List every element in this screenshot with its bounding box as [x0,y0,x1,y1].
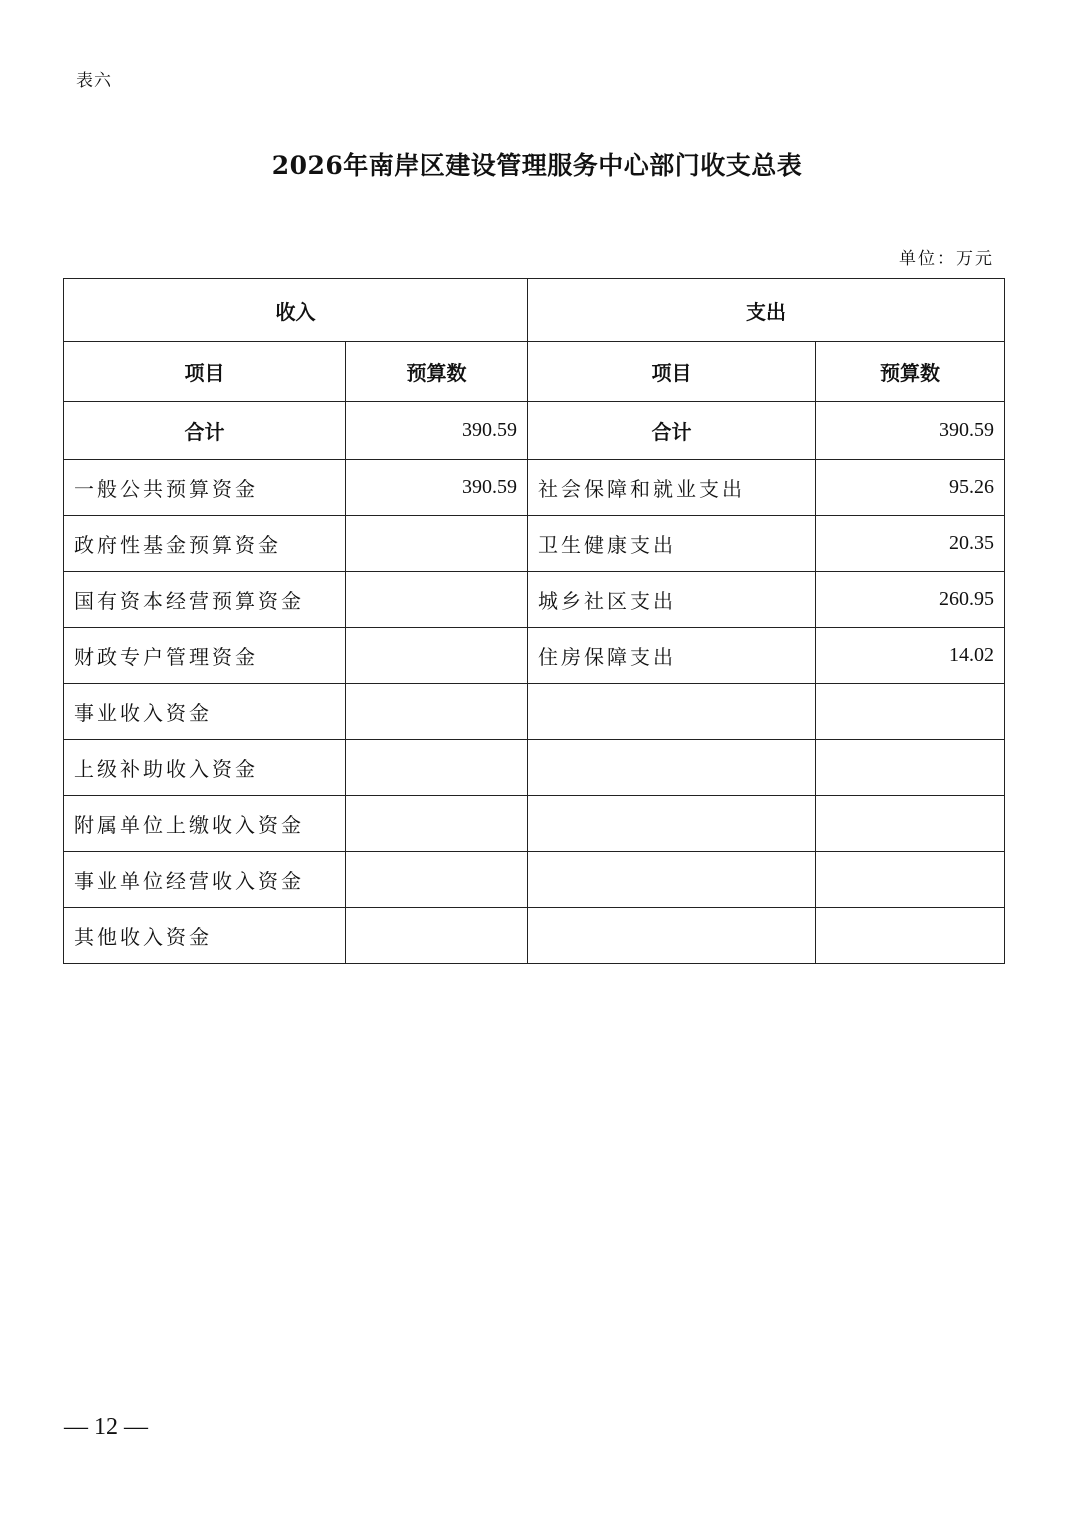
income-item-cell: 一般公共预算资金 [64,460,346,516]
expense-item-cell [528,796,816,852]
table-row [64,684,1005,740]
column-header-row [64,342,1005,402]
table-number-label: 表六 [76,71,112,91]
expense-item-cell: 住房保障支出 [528,628,816,684]
income-value-cell [346,908,528,964]
income-item-cell: 其他收入资金 [64,908,346,964]
expense-item-cell [528,684,816,740]
expense-total-value: 390.59 [816,402,1005,460]
income-item-cell: 事业收入资金 [64,684,346,740]
expense-value-cell: 14.02 [816,628,1005,684]
page-number: — 12 — [64,1414,148,1440]
expense-item-cell: 卫生健康支出 [528,516,816,572]
income-total-label: 合计 [64,402,346,460]
table-row [64,908,1005,964]
income-value-cell [346,852,528,908]
expense-value-cell [816,740,1005,796]
section-header-row [64,279,1005,342]
income-item-cell: 财政专户管理资金 [64,628,346,684]
income-item-cell: 上级补助收入资金 [64,740,346,796]
income-budget-header: 预算数 [346,342,528,402]
expense-value-cell: 95.26 [816,460,1005,516]
expense-item-header: 项目 [528,342,816,402]
table-row [64,516,1005,572]
income-header: 收入 [64,279,528,342]
expense-value-cell: 260.95 [816,572,1005,628]
income-value-cell: 390.59 [346,460,528,516]
income-value-cell [346,628,528,684]
expense-item-cell [528,740,816,796]
table-row [64,796,1005,852]
income-value-cell [346,684,528,740]
expense-value-cell [816,908,1005,964]
table-row [64,460,1005,516]
expense-item-cell [528,852,816,908]
budget-summary-table [63,278,1005,964]
income-item-cell: 政府性基金预算资金 [64,516,346,572]
expense-total-label: 合计 [528,402,816,460]
expense-item-cell: 社会保障和就业支出 [528,460,816,516]
income-value-cell [346,572,528,628]
expense-value-cell [816,796,1005,852]
table-row [64,628,1005,684]
income-value-cell [346,796,528,852]
income-item-cell: 国有资本经营预算资金 [64,572,346,628]
expense-item-cell: 城乡社区支出 [528,572,816,628]
expense-budget-header: 预算数 [816,342,1005,402]
income-value-cell [346,516,528,572]
income-total-value: 390.59 [346,402,528,460]
table-row [64,740,1005,796]
total-row [64,402,1005,460]
income-value-cell [346,740,528,796]
income-item-cell: 事业单位经营收入资金 [64,852,346,908]
table-row [64,852,1005,908]
table-row [64,572,1005,628]
document-title: 2026年南岸区建设管理服务中心部门收支总表 [271,151,803,180]
expense-value-cell: 20.35 [816,516,1005,572]
expense-header: 支出 [528,279,1005,342]
expense-value-cell [816,684,1005,740]
income-item-header: 项目 [64,342,346,402]
income-item-cell: 附属单位上缴收入资金 [64,796,346,852]
expense-item-cell [528,908,816,964]
expense-value-cell [816,852,1005,908]
unit-label: 单位：万元 [899,249,994,269]
